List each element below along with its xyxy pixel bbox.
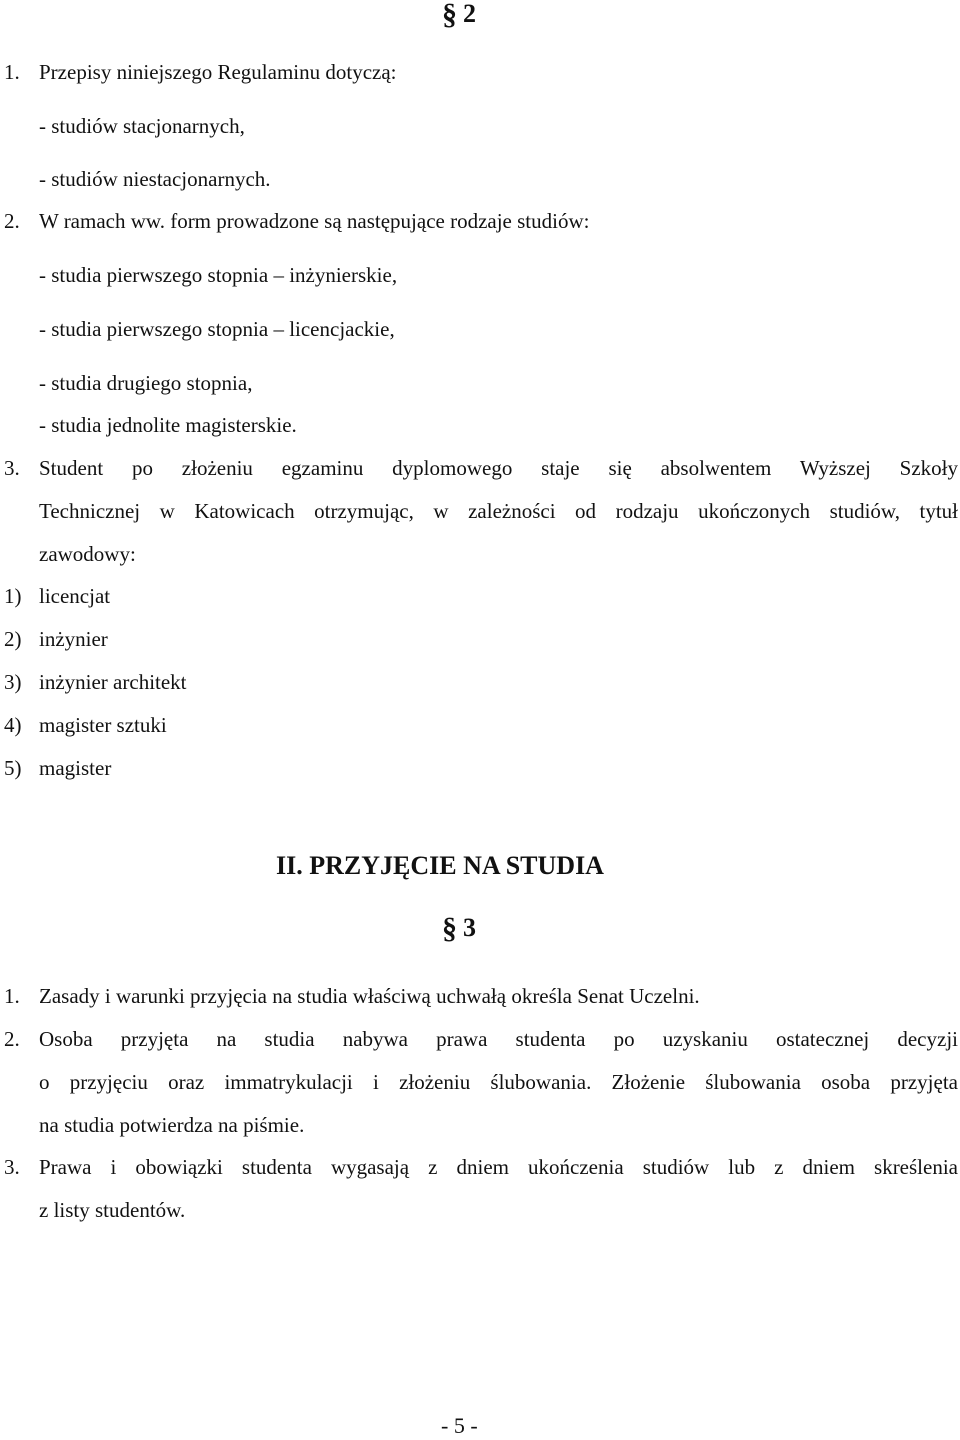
paragraph-line: z listy studentów. (39, 1198, 186, 1222)
paragraph-line: Student po złożeniu egzaminu dyplomowego staje się absolwentem Wyższej Szkoły (39, 456, 958, 480)
title-number: 1) (4, 584, 22, 608)
list-item: - studia drugiego stopnia, (39, 371, 253, 395)
list-item: - studia pierwszego stopnia – inżynierskie, (39, 263, 398, 287)
title-number: 2) (4, 627, 22, 651)
section-3-marker (442, 914, 476, 943)
title-item: magister (39, 756, 112, 780)
title-number: 3) (4, 670, 22, 694)
list-item: - studiów stacjonarnych, (39, 114, 245, 138)
paragraph-text: W ramach ww. form prowadzone są następujące rodzaje studiów: (39, 209, 590, 233)
title-number: 5) (4, 756, 22, 780)
paragraph-line: Prawa i obowiązki studenta wygasają z dniem ukończenia studiów lub z dniem skreślenia (39, 1155, 958, 1179)
section-2-marker (442, 0, 476, 29)
section-number: 2 (463, 0, 476, 28)
page-number: - 5 - (441, 1413, 478, 1438)
paragraph-number: 2. (4, 1027, 20, 1051)
title-number: 4) (4, 713, 22, 737)
list-item: - studia jednolite magisterskie. (39, 413, 297, 437)
section-symbol: § (442, 912, 457, 945)
paragraph-number: 1. (4, 984, 20, 1008)
paragraph-line: Osoba przyjęta na studia nabywa prawa studenta po uzyskaniu ostatecznej decyzji (39, 1027, 958, 1051)
list-item: - studia pierwszego stopnia – licencjackie, (39, 317, 395, 341)
paragraph-text: Przepisy niniejszego Regulaminu dotyczą: (39, 60, 397, 84)
section-number: 3 (463, 913, 476, 942)
paragraph-number: 3. (4, 456, 20, 480)
paragraph-line: na studia potwierdza na piśmie. (39, 1113, 305, 1137)
paragraph-line: Technicznej w Katowicach otrzymując, w zależności od rodzaju ukończonych studiów, tytuł (39, 499, 958, 523)
paragraph-line: zawodowy: (39, 542, 136, 566)
title-item: inżynier architekt (39, 670, 187, 694)
paragraph-number: 3. (4, 1155, 20, 1179)
section-symbol: § (442, 0, 457, 31)
title-item: magister sztuki (39, 713, 167, 737)
paragraph-number: 2. (4, 209, 20, 233)
list-item: - studiów niestacjonarnych. (39, 167, 271, 191)
paragraph-text: Zasady i warunki przyjęcia na studia właściwą uchwałą określa Senat Uczelni. (39, 984, 700, 1008)
paragraph-line: o przyjęciu oraz immatrykulacji i złożeniu ślubowania. Złożenie ślubowania osoba przyjęta (39, 1070, 958, 1094)
title-item: licencjat (39, 584, 111, 608)
chapter-heading: II. PRZYJĘCIE NA STUDIA (276, 851, 604, 880)
title-item: inżynier (39, 627, 108, 651)
paragraph-number: 1. (4, 60, 20, 84)
